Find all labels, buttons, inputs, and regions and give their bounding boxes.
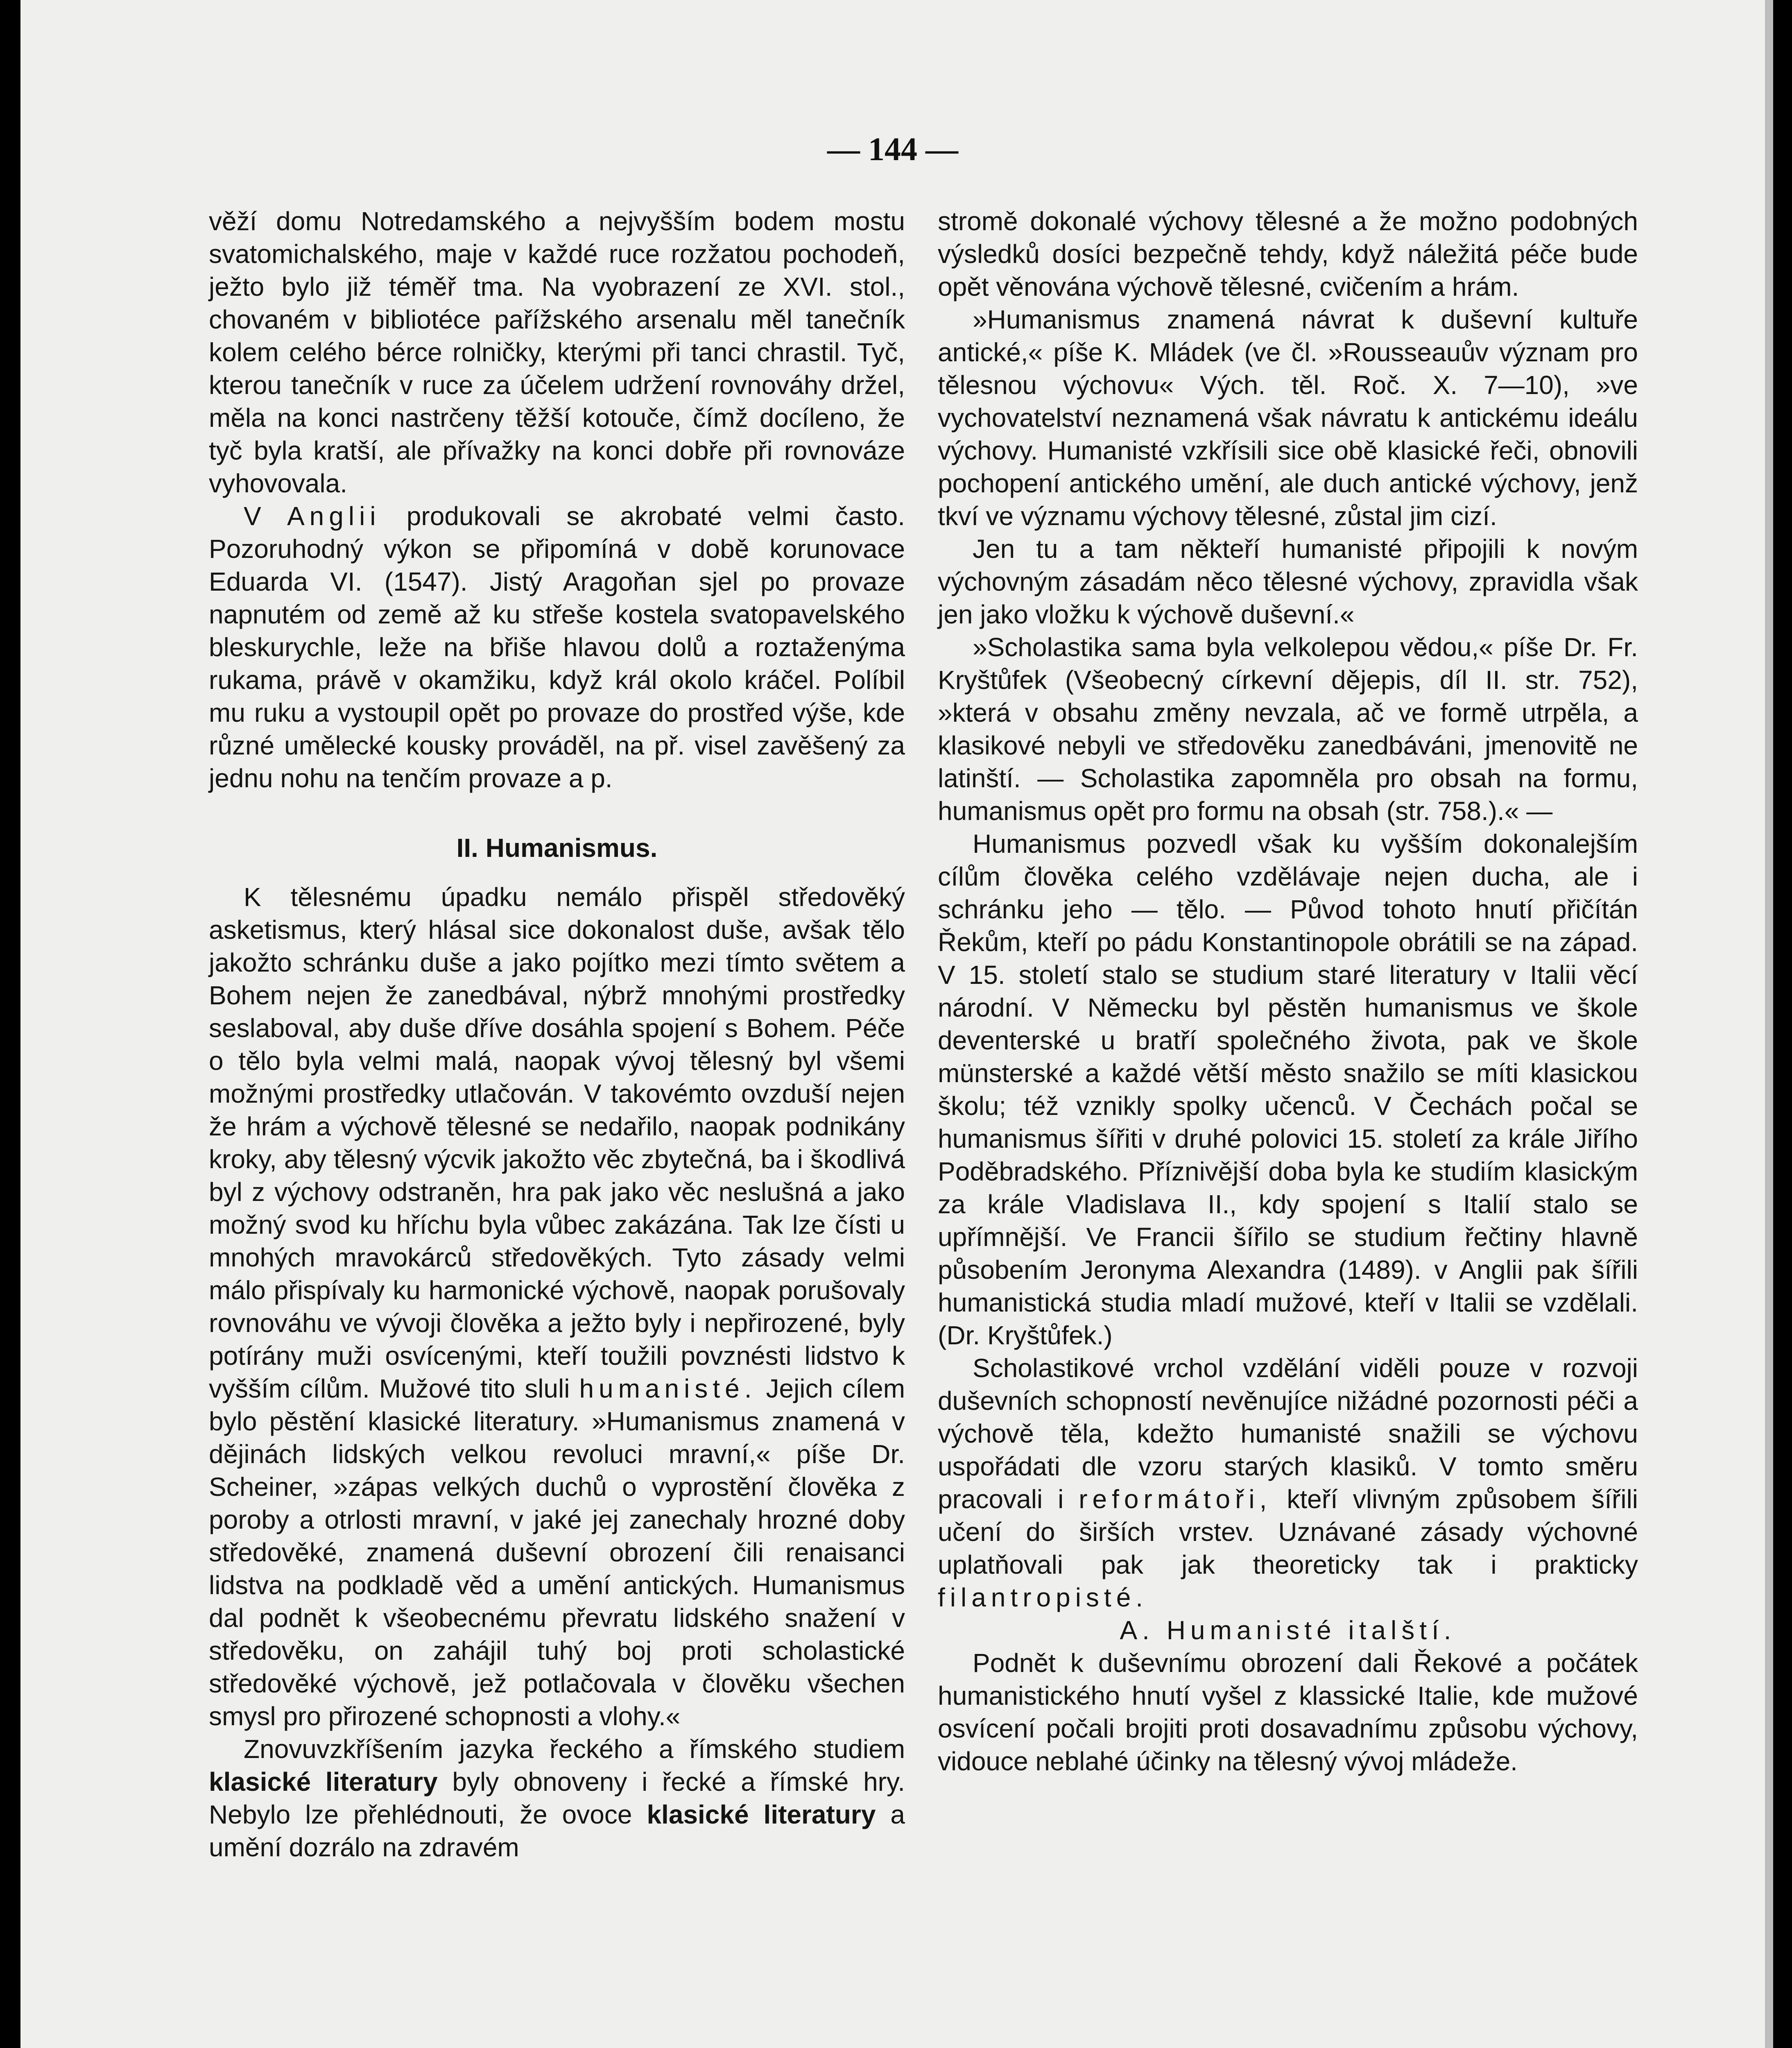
spaced-text: reformátoři,	[1079, 1484, 1272, 1514]
spaced-text: humanisté.	[579, 1374, 757, 1403]
paragraph: Humanismus pozvedl však ku vyšším dokonalejším cílům člověka celého vzdělávaje nejen ducha, ale i schránku jeho — tělo. — Původ tohoto hnutí přičítán Řekům, kteří po pádu Konstantinopole obrátili se na západ. V 15. století stalo se studium staré literatury v Italii věcí národní. V Německu byl pěstěn humanismus ve škole deventerské u bratří společného života, pak ve škole münsterské a každé větší město snažilo se míti klasickou školu; též vznikly spolky učenců. V Čechách počal se humanismus šířiti v druhé polovici 15. století za krále Jiřího Poděbradského. Příznivější doba byla ke studiím klasickým za krále Vladislava II., kdy spojení s Italií stalo se upřímnější. Ve Francii šířilo se studium řečtiny hlavně působením Jeronyma Alexandra (1489). v Anglii pak šířili humanistická studia mladí mužové, kteří v Italii se vzdělali. (Dr. Kryštůfek.)	[938, 829, 1638, 1350]
paragraph	[209, 881, 905, 1733]
page-number: — 144 —	[827, 131, 958, 168]
section-heading: II. Humanismus.	[456, 833, 658, 863]
subsection-heading: A. Humanisté italští.	[1120, 1615, 1456, 1645]
text: Jejich cílem bylo pěstění klasické literatury. »Humanismus znamená v dějinách lidských velkou revoluci mravní,« píše Dr. Scheiner, »zápas velkých duchů o vyprostění člověka z poroby a otrlosti mravní, v jaké jej zanechaly hrozné doby středověké, znamená duševní obrození čili renaisanci lidstva na podkladě věd a umění antických. Humanismus dal podnět k všeobecnému převratu lidského snažení v středověku, on zahájil tuhý boj proti scholastické středověké výchově, jež potlačovala v člověku všechen smysl pro přirozené schopnosti a vlohy.«	[209, 1374, 905, 1731]
page	[20, 0, 1765, 2048]
bold-text: klasické literatury	[647, 1800, 876, 1829]
page-edge	[1765, 0, 1773, 2048]
paragraph	[209, 1733, 905, 1864]
text: Znovuvzkříšením jazyka řeckého a římského studiem	[244, 1734, 905, 1764]
paragraph	[209, 500, 905, 795]
text: kteří vlivným způsobem šířili učení do širších vrstev. Uznávané zásady výchovné uplatňovali pak jak theoreticky tak i prakticky	[938, 1484, 1638, 1579]
right-column	[938, 205, 1638, 1778]
paragraph	[938, 1352, 1638, 1614]
paragraph: Podnět k duševnímu obrození dali Řekové a počátek humanistického hnutí vyšel z klassické Italie, kde mužové osvícení počali brojiti proti dosavadnímu způsobu výchovy, vidouce neblahé účinky na tělesný vývoj mládeže.	[938, 1648, 1638, 1776]
text: V	[244, 501, 287, 531]
text: Scholastikové vrchol vzdělání viděli pouze v rozvoji duševních schopností nevěnujíce nižádné pozornosti péči a výchově těla, kdežto humanisté snažili se výchovu uspořádati dle vzoru starých klasiků. V tomto směru pracovali i	[938, 1353, 1638, 1514]
spaced-text: filantropisté.	[938, 1583, 1148, 1612]
bold-text: klasické literatury	[209, 1767, 438, 1797]
text: K tělesnému úpadku nemálo přispěl středověký asketismus, který hlásal sice dokonalost duše, avšak tělo jakožto schránku duše a jako pojítko mezi tímto světem a Bohem nejen že zanedbával, nýbrž mnohými prostředky seslaboval, aby duše dříve dosáhla spojení s Bohem. Péče o tělo byla velmi malá, naopak vývoj tělesný byl všemi možnými prostředky utlačován. V takovémto ovzduší nejen že hrám a výchově tělesné se nedařilo, naopak podnikány kroky, aby tělesný výcvik jakožto věc zbytečná, ba i škodlivá byl z výchovy odstraněn, hra pak jako věc neslušná a jako možný svod ku hříchu byla vůbec zakázána. Tak lze čísti u mnohých mravokárců středověkých. Tyto zásady velmi málo přispívaly ku harmonické výchově, naopak porušovaly rovnováhu ve vývoji člověka a ježto byly i nepřirozené, byly potírány muži osvícenými, kteří toužili povznésti lidstvo k vyšším cílům. Mužové tito sluli	[209, 882, 905, 1403]
left-column	[209, 205, 905, 1864]
paragraph: stromě dokonalé výchovy tělesné a že možno podobných výsledků dosíci bezpečně tehdy, když náležitá péče bude opět věnována výchově tělesné, cvičením a hrám.	[938, 206, 1638, 301]
text: produkovali se akrobaté velmi často. Pozoruhodný výkon se připomíná v době korunovace Eduarda VI. (1547). Jistý Aragoňan sjel po provaze napnutém od země až ku střeše kostela svatopavelského bleskurychle, leže na břiše hlavou dolů a roztaženýma rukama, právě v okamžiku, když král okolo kráčel. Políbil mu ruku a vystoupil opět po provaze do prostřed výše, kde různé umělecké kousky prováděl, na př. visel zavěšený za jednu nohu na tenčím provaze a p.	[209, 501, 905, 793]
text: a umění dozrálo na zdravém	[209, 1800, 905, 1862]
paragraph: Jen tu a tam někteří humanisté připojili k novým výchovným zásadám něco tělesné výchovy, zpravidla však jen jako vložku k výchově duševní.«	[938, 534, 1638, 629]
paragraph: »Humanismus znamená návrat k duševní kultuře antické,« píše K. Mládek (ve čl. »Rousseauův význam pro tělesnou výchovu« Vých. těl. Roč. X. 7—10), »ve vychovatelství neznamená však návratu k antickému ideálu výchovy. Humanisté vzkřísili sice obě klasické řeči, obnovili pochopení antického umění, ale duch antické výchovy, jenž tkví ve významu výchovy tělesné, zůstal jim cizí.	[938, 305, 1638, 531]
paragraph: »Scholastika sama byla velkolepou vědou,« píše Dr. Fr. Kryštůfek (Všeobecný církevní dějepis, díl II. str. 752), »která v obsahu změny nevzala, ač ve formě utrpěla, a klasikové nebyli ve středověku zanedbáváni, jmenovitě ne latinští. — Scholastika zapomněla pro obsah na formu, humanismus opět pro formu na obsah (str. 758.).« —	[938, 632, 1638, 826]
text: byly obnoveny i řecké a římské hry. Nebylo lze přehlédnouti, že ovoce	[209, 1767, 905, 1829]
spaced-text: Anglii	[287, 501, 381, 531]
paragraph: věží domu Notredamského a nejvyšším bodem mostu svatomichalského, maje v každé ruce rozžatou pochodeň, ježto bylo již téměř tma. Na vyobrazení ze XVI. stol., chovaném v bibliotéce pařížského arsenalu měl tanečník kolem celého bérce rolničky, kterými při tanci chrastil. Tyč, kterou tanečník v ruce za účelem udržení rovnováhy držel, měla na konci nastrčeny těžší kotouče, čímž docíleno, že tyč byla kratší, ale přívažky na konci dobře při rovnováze vyhovovala.	[209, 206, 905, 498]
